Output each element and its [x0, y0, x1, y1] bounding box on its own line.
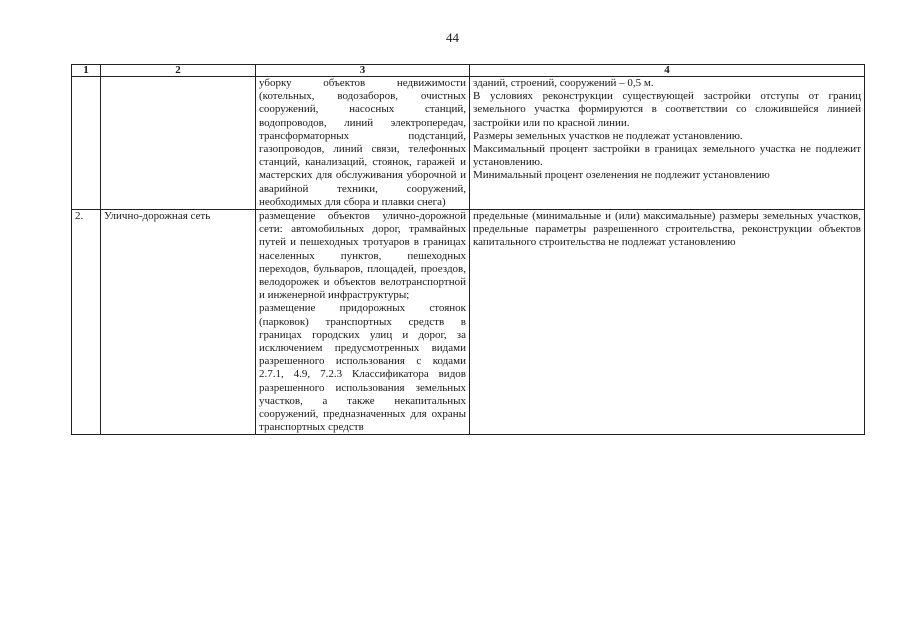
parameters-paragraph: Минимальный процент озеленения не подлежит установлению: [473, 169, 770, 182]
row-name-cell: Улично-дорожная сеть: [101, 210, 256, 435]
row-number-cell: 2.: [72, 210, 101, 435]
parameters-cell: [470, 210, 865, 435]
permitted-use-cell: [256, 210, 470, 435]
parameters-paragraph: Размеры земельных участков не подлежат установлению.: [473, 129, 743, 142]
page-number: 44: [446, 30, 459, 45]
row-number-cell: [72, 77, 101, 210]
parameters-cell: [470, 77, 865, 210]
permitted-use-paragraph: размещение придорожных стоянок (парковок) транспортных средств в границах городских улиц и дорог, за исключением предусмотренных видами разрешенного использования с кодами 2.7.1, 4.9, 7.2.3 Классификатора видов разрешенного использования земельных участков, а также некапитальных сооружений, предназначенных для охраны транспортных средств: [259, 302, 466, 434]
permitted-use-cell: [256, 77, 470, 210]
parameters-paragraph: В условиях реконструкции существующей застройки отступы от границ земельного участка формируются в соответствии со сложившейся линией застройки или по красной линии.: [473, 90, 861, 129]
parameters-paragraph: предельные (минимальные и (или) максимальные) размеры земельных участков, предельные параметры разрешенного строительства, реконструкции объектов капитального строительства не подлежат установлению: [473, 210, 861, 249]
column-header-3: 3: [256, 65, 470, 77]
regulations-table: [71, 64, 865, 435]
column-header-2: 2: [101, 65, 256, 77]
parameters-paragraph: зданий, строений, сооружений – 0,5 м.: [473, 77, 654, 89]
permitted-use-paragraph: уборку объектов недвижимости (котельных, водозаборов, очистных сооружений, насосных станций, водопроводов, линий электропередач, трансформаторных подстанций, газопроводов, линий связи, телефонных станций, канализаций, стоянок, гаражей и мастерских для обслуживания уборочной и аварийной техники, сооружений, необходимых для сбора и плавки снега): [259, 77, 466, 208]
table-row: [72, 77, 865, 210]
parameters-paragraph: Максимальный процент застройки в границах земельного участка не подлежит установлению.: [473, 143, 861, 169]
column-header-1: 1: [72, 65, 101, 77]
column-header-4: 4: [470, 65, 865, 77]
table-row: [72, 210, 865, 435]
permitted-use-paragraph: размещение объектов улично-дорожной сети: автомобильных дорог, трамвайных путей и пешеходных тротуаров в границах населенных пунктов, пешеходных переходов, бульваров, площадей, проездов, велодорожек и объектов велотранспортной и инженерной инфраструктуры;: [259, 210, 466, 302]
row-name-cell: [101, 77, 256, 210]
table-header-row: [72, 65, 865, 77]
